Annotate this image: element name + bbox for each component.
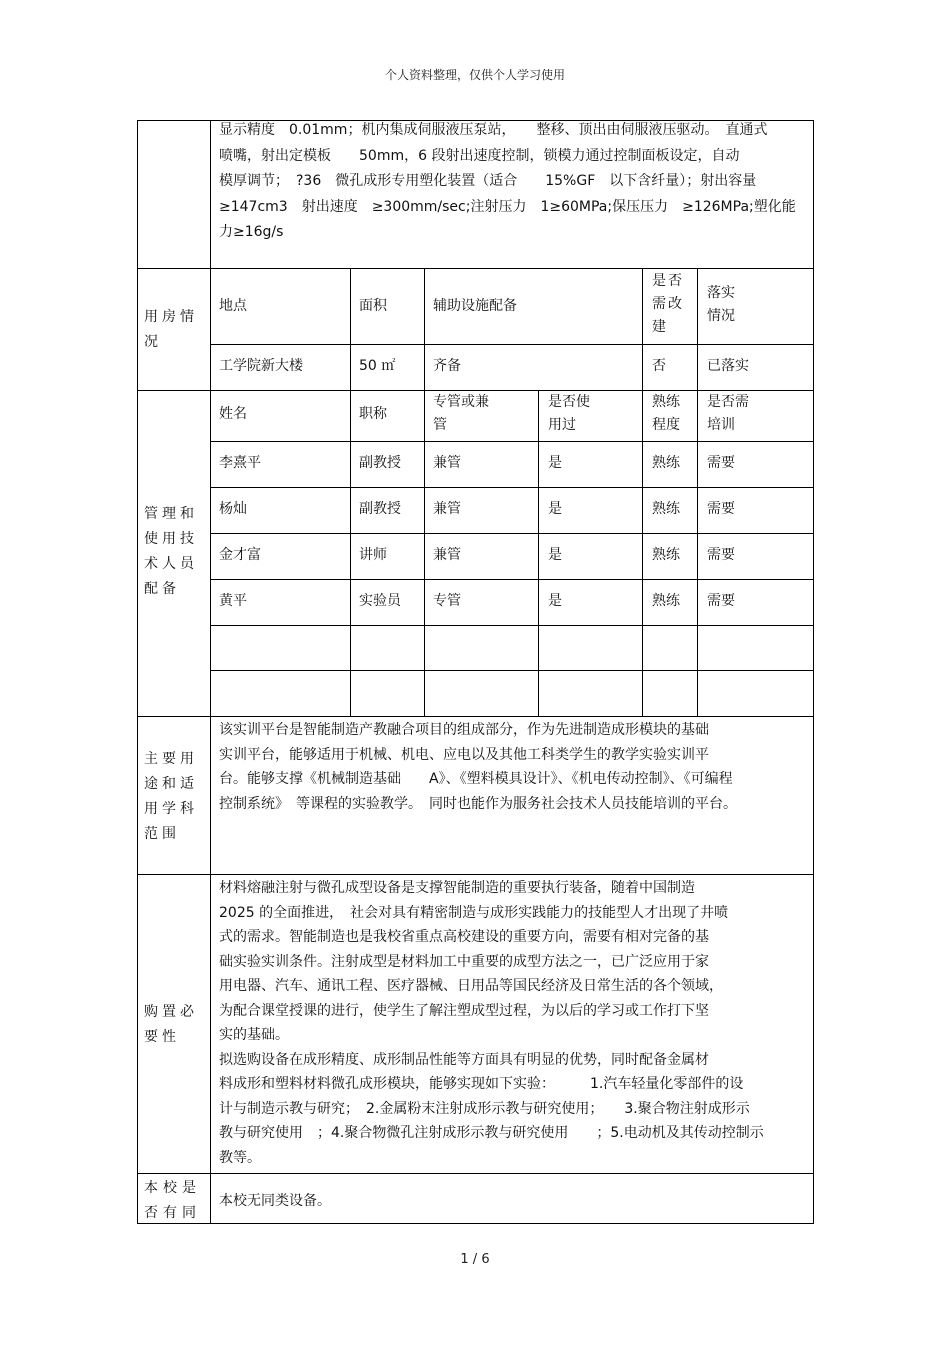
- staff-name: 黄平: [219, 593, 247, 609]
- housing-location: 工学院新大楼: [219, 358, 303, 374]
- staff-role: 兼管: [433, 547, 461, 563]
- staff-header-training: 是否需培训: [707, 394, 749, 433]
- housing-header-area: 面积: [359, 298, 387, 314]
- staff-used: 是: [548, 501, 562, 517]
- table-border-bottom: [137, 1223, 814, 1224]
- usage-line: 实训平台，能够适用于机械、机电、应电以及其他工科类学生的教学实验实训平: [219, 746, 709, 763]
- staff-label: 管理和使用技术人员配备: [144, 506, 198, 597]
- row-divider: [210, 441, 814, 442]
- staff-header-name: 姓名: [219, 406, 247, 422]
- staff-skill: 熟练: [652, 501, 680, 517]
- housing-label: 用房情况: [144, 309, 198, 350]
- row-divider: [137, 268, 814, 269]
- row-divider: [210, 625, 814, 626]
- specs-line: ≥147cm3 射出速度 ≥300mm/sec;注射压力 1≥60MPa;保压压力 ≥126MPa;塑化能: [219, 198, 796, 215]
- usage-line: 台。能够支撑《机械制造基础 A》、《塑料模具设计》、《机电传动控制》、《可编程: [219, 771, 733, 787]
- row-divider: [210, 487, 814, 488]
- row-divider: [210, 670, 814, 671]
- staff-training: 需要: [707, 593, 735, 609]
- necessity-label: 购置必要性: [144, 1004, 198, 1045]
- specs-line: 模厚调节； ?36 微孔成形专用塑化装置（适合 15%GF 以下含纤量）；射出容量: [219, 173, 757, 189]
- necessity-line: 2025 的全面推进， 社会对具有精密制造与成形实践能力的技能型人才出现了井喷: [219, 904, 729, 921]
- cell-divider: [642, 268, 643, 390]
- usage-line: 控制系统》 等课程的实验教学。 同时也能作为服务社会技术人员技能培训的平台。: [219, 795, 737, 812]
- housing-renovation: 否: [652, 358, 666, 374]
- staff-header-role: 专管或兼管: [433, 394, 489, 433]
- row-divider: [210, 533, 814, 534]
- housing-facilities: 齐备: [433, 358, 461, 374]
- same-equipment-text: 本校无同类设备。: [219, 1193, 331, 1209]
- staff-name: 杨灿: [219, 501, 247, 517]
- staff-title: 实验员: [359, 593, 401, 609]
- staff-skill: 熟练: [652, 593, 680, 609]
- necessity-line: 础实验实训条件。注射成型是材料加工中重要的成型方法之一，已广泛应用于家: [219, 953, 709, 970]
- row-divider: [210, 579, 814, 580]
- necessity-line: 式的需求。智能制造也是我校省重点高校建设的重要方向，需要有相对完备的基: [219, 929, 709, 945]
- cell-divider: [350, 268, 351, 390]
- table-border-right: [813, 120, 814, 1223]
- necessity-line: 用电器、汽车、通讯工程、医疗器械、日用品等国民经济及日常生活的各个领域，: [219, 978, 723, 994]
- specs-text: [219, 118, 809, 246]
- necessity-line: 拟选购设备在成形精度、成形制品性能等方面具有明显的优势，同时配备金属材: [219, 1051, 709, 1068]
- necessity-line: 实的基础。: [219, 1027, 289, 1043]
- row-divider: [137, 716, 814, 717]
- cell-divider: [642, 390, 643, 716]
- housing-header-facilities: 辅助设施配备: [433, 298, 517, 314]
- specs-line: 显示精度 0.01mm；机内集成伺服液压泵站， 整移、顶出由伺服液压驱动。 直通式: [219, 122, 768, 138]
- staff-training: 需要: [707, 547, 735, 563]
- cell-divider: [424, 268, 425, 390]
- necessity-text: [219, 876, 809, 1170]
- cell-divider: [538, 390, 539, 716]
- cell-divider: [350, 390, 351, 716]
- row-divider: [137, 874, 814, 875]
- usage-label: 主要用途和适用学科范围: [144, 751, 198, 842]
- staff-title: 副教授: [359, 455, 401, 471]
- housing-area: 50 ㎡: [359, 358, 396, 374]
- staff-used: 是: [548, 547, 562, 563]
- specs-line: 力≥16g/s: [219, 224, 284, 240]
- row-divider: [210, 344, 814, 345]
- staff-role: 专管: [433, 593, 461, 609]
- staff-used: 是: [548, 455, 562, 471]
- housing-header-renovation: 是否需改建: [652, 273, 684, 335]
- staff-role: 兼管: [433, 501, 461, 517]
- usage-line: 该实训平台是智能制造产教融合项目的组成部分，作为先进制造成形模块的基础: [219, 722, 709, 738]
- same-equipment-label-line: 否有同: [144, 1205, 201, 1221]
- table-border-left: [137, 120, 138, 1223]
- staff-header-skill: 熟练程度: [652, 394, 680, 433]
- cell-divider: [424, 390, 425, 716]
- staff-header-used: 是否使用过: [548, 394, 590, 433]
- same-equipment-label: [144, 1176, 206, 1226]
- staff-name: 李熹平: [219, 455, 261, 471]
- staff-title: 讲师: [359, 547, 387, 563]
- necessity-line: 教与研究使用 ；4.聚合物微孔注射成形示教与研究使用 ；5.电动机及其传动控制示: [219, 1125, 764, 1141]
- staff-skill: 熟练: [652, 547, 680, 563]
- specs-line: 喷嘴，射出定模板 50mm，6 段射出速度控制，锁模力通过控制面板设定，自动: [219, 147, 740, 164]
- cell-divider: [697, 390, 698, 716]
- staff-title: 副教授: [359, 501, 401, 517]
- staff-training: 需要: [707, 455, 735, 471]
- necessity-line: 教等。: [219, 1149, 261, 1166]
- same-equipment-label-line: 本校是: [144, 1180, 201, 1196]
- necessity-line: 计与制造示教与研究； 2.金属粉末注射成形示教与研究使用； 3.聚合物注射成形示: [219, 1100, 750, 1117]
- staff-training: 需要: [707, 501, 735, 517]
- staff-used: 是: [548, 593, 562, 609]
- page-header: 个人资料整理，仅供个人学习使用: [384, 68, 565, 82]
- staff-role: 兼管: [433, 455, 461, 471]
- necessity-line: 为配合课堂授课的进行，使学生了解注塑成型过程，为以后的学习或工作打下坚: [219, 1002, 709, 1019]
- staff-name: 金才富: [219, 547, 261, 563]
- usage-text: [219, 718, 809, 816]
- necessity-line: 料成形和塑料材料微孔成形模块，能够实现如下实验： 1.汽车轻量化零部件的设: [219, 1076, 744, 1092]
- page-number: 1 / 6: [460, 1252, 490, 1267]
- housing-header-status: 落实情况: [707, 285, 735, 324]
- label-column-divider: [210, 120, 211, 1223]
- housing-header-location: 地点: [219, 298, 247, 314]
- housing-status: 已落实: [707, 358, 749, 374]
- necessity-line: 材料熔融注射与微孔成型设备是支撑智能制造的重要执行装备，随着中国制造: [219, 880, 695, 896]
- cell-divider: [697, 268, 698, 390]
- row-divider: [137, 1173, 814, 1174]
- staff-header-title: 职称: [359, 406, 387, 422]
- staff-skill: 熟练: [652, 455, 680, 471]
